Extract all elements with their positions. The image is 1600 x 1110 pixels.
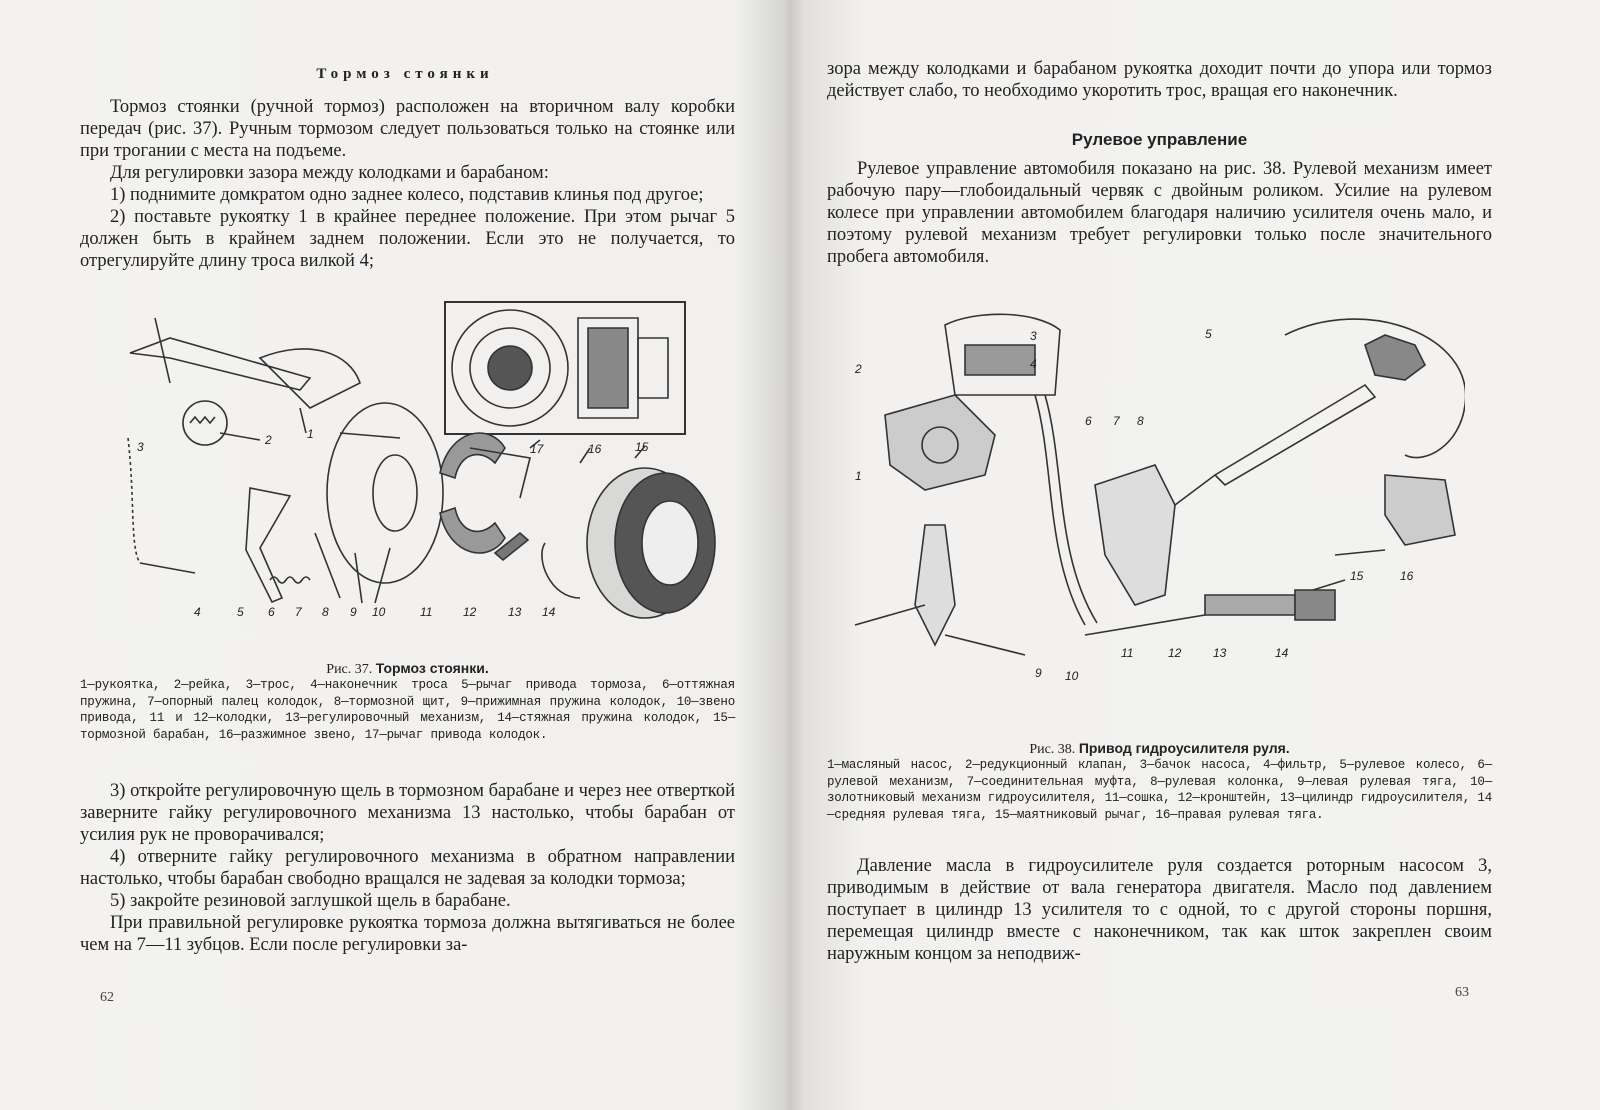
fig37-label: 16	[588, 442, 602, 456]
figure-38-illustration	[845, 305, 1465, 715]
fig37-label: 17	[530, 442, 544, 456]
figure-38-legend: 1—масляный насос, 2—редукционный клапан, 3—бачок насоса, 4—фильтр, 5—рулевое колесо, 6—рулевой механизм, 7—соединительная муфта, 8—рулевая колонка, 9—левая рулевая тяга, 10—золотниковый механизм гидроусилителя, 11—сошка, 12—кронштейн, 13—цилиндр гидроусилителя, 14—средняя рулевая тяга, 15—маятниковый рычаг, 16—правая рулевая тяга.	[827, 758, 1492, 822]
fig38-label: 5	[1205, 327, 1212, 341]
paragraph: 4) отверните гайку регулировочного механизма в обратном направлении настолько, чтобы барабан свободно вращался не задевая за колодки тормоза;	[80, 847, 735, 889]
fig38-label: 6	[1085, 414, 1092, 428]
fig37-label: 7	[295, 605, 302, 619]
fig37-label: 12	[463, 605, 477, 619]
figure-38-caption	[827, 740, 1492, 758]
fig38-label: 1	[855, 469, 862, 483]
paragraph: Давление масла в гидроусилителе руля создается роторным насосом 3, приводимым в действие от вала генератора двигателя. Масло под давлением поступает в цилиндр 13 усилителя то с одной, то с другой стороны поршня, перемещая цилиндр вместе с наконечником, так как шток закреплен своим наружным концом за неподвиж-	[827, 856, 1492, 964]
left-steps-text	[80, 780, 735, 956]
fig38-label: 8	[1137, 414, 1144, 428]
right-page	[800, 0, 1600, 1110]
fig37-label: 15	[635, 440, 649, 454]
fig37-label: 1	[307, 427, 314, 441]
paragraph: Тормоз стоянки (ручной тормоз) расположен на вторичном валу коробки передач (рис. 37). Ручным тормозом следует пользоваться только на стоянке или при трогании с места на подъеме.	[80, 97, 735, 161]
fig38-label: 4	[1030, 357, 1037, 371]
paragraph: Рулевое управление автомобиля показано на рис. 38. Рулевой механизм имеет рабочую пару—глобоидальный червяк с двойным роликом. Усилие на рулевом колесе при управлении автомобилем благодаря наличию усилителя очень мало, и поэтому рулевой механизм требует регулировки только после значительного пробега автомобиля.	[827, 159, 1492, 267]
paragraph: 3) откройте регулировочную щель в тормозном барабане и через нее отверткой заверните гайку регулировочного механизма 13 настолько, чтобы барабан от усилия рук не проворачивался;	[80, 781, 735, 845]
fig38-label: 10	[1065, 669, 1079, 683]
left-intro-text	[80, 96, 735, 272]
fig38-label: 12	[1168, 646, 1182, 660]
figure-37-illustration	[110, 298, 730, 638]
fig38-label: 13	[1213, 646, 1227, 660]
caption-prefix: Рис. 38.	[1029, 742, 1076, 757]
right-body-text	[827, 855, 1492, 965]
fig37-label: 14	[542, 605, 556, 619]
caption-title: Привод гидроусилителя руля.	[1078, 740, 1290, 756]
paragraph: Для регулировки зазора между колодками и барабаном:	[110, 163, 549, 183]
continuation-text: зора между колодками и барабаном рукоятка доходит почти до упора или тормоз действует слабо, то необходимо укоротить трос, вращая его наконечник.	[827, 59, 1492, 101]
fig38-label: 16	[1400, 569, 1414, 583]
fig38-label: 9	[1035, 666, 1042, 680]
fig38-label: 7	[1113, 414, 1120, 428]
fig37-label: 11	[420, 605, 433, 619]
fig37-label: 2	[265, 433, 272, 447]
paragraph: 1) поднимите домкратом одно заднее колесо, подставив клинья под другое;	[110, 185, 704, 205]
fig37-label: 4	[194, 605, 201, 619]
paragraph: 5) закройте резиновой заглушкой щель в барабане.	[110, 891, 511, 911]
paragraph: При правильной регулировке рукоятка тормоза должна вытягиваться не более чем на 7—11 зубцов. Если после регулировки за-	[80, 913, 735, 955]
left-page-heading: Тормоз стоянки	[316, 66, 494, 82]
caption-prefix: Рис. 37.	[326, 662, 373, 677]
fig38-label: 11	[1121, 646, 1134, 660]
fig37-label: 6	[268, 605, 275, 619]
right-intro-text	[827, 158, 1492, 268]
fig37-label: 3	[137, 440, 144, 454]
right-page-heading: Рулевое управление	[1071, 130, 1248, 149]
paragraph: 2) поставьте рукоятку 1 в крайнее переднее положение. При этом рычаг 5 должен быть в крайнем заднем положении. Если это не получается, то отрегулируйте длину троса вилкой 4;	[80, 207, 735, 271]
fig38-label: 15	[1350, 569, 1364, 583]
fig37-label: 10	[372, 605, 386, 619]
page-number: 63	[1455, 985, 1469, 1000]
fig38-label: 3	[1030, 329, 1037, 343]
fig38-label: 14	[1275, 646, 1289, 660]
fig37-label: 13	[508, 605, 522, 619]
page-number: 62	[100, 990, 114, 1005]
fig37-label: 9	[350, 605, 357, 619]
figure-37-caption	[80, 660, 735, 678]
figure-37-legend: 1—рукоятка, 2—рейка, 3—трос, 4—наконечник троса 5—рычаг привода тормоза, 6—оттяжная пружина, 7—опорный палец колодок, 8—тормозной щит, 9—прижимная пружина колодок, 10—звено привода, 11 и 12—колодки, 13—регулировочный механизм, 14—стяжная пружина колодок, 15—тормозной барабан, 16—разжимное звено, 17—рычаг привода колодок.	[80, 678, 735, 742]
fig38-label: 2	[855, 362, 862, 376]
left-page	[0, 0, 790, 1110]
fig37-label: 8	[322, 605, 329, 619]
caption-title: Тормоз стоянки.	[375, 660, 489, 676]
fig37-label: 5	[237, 605, 244, 619]
